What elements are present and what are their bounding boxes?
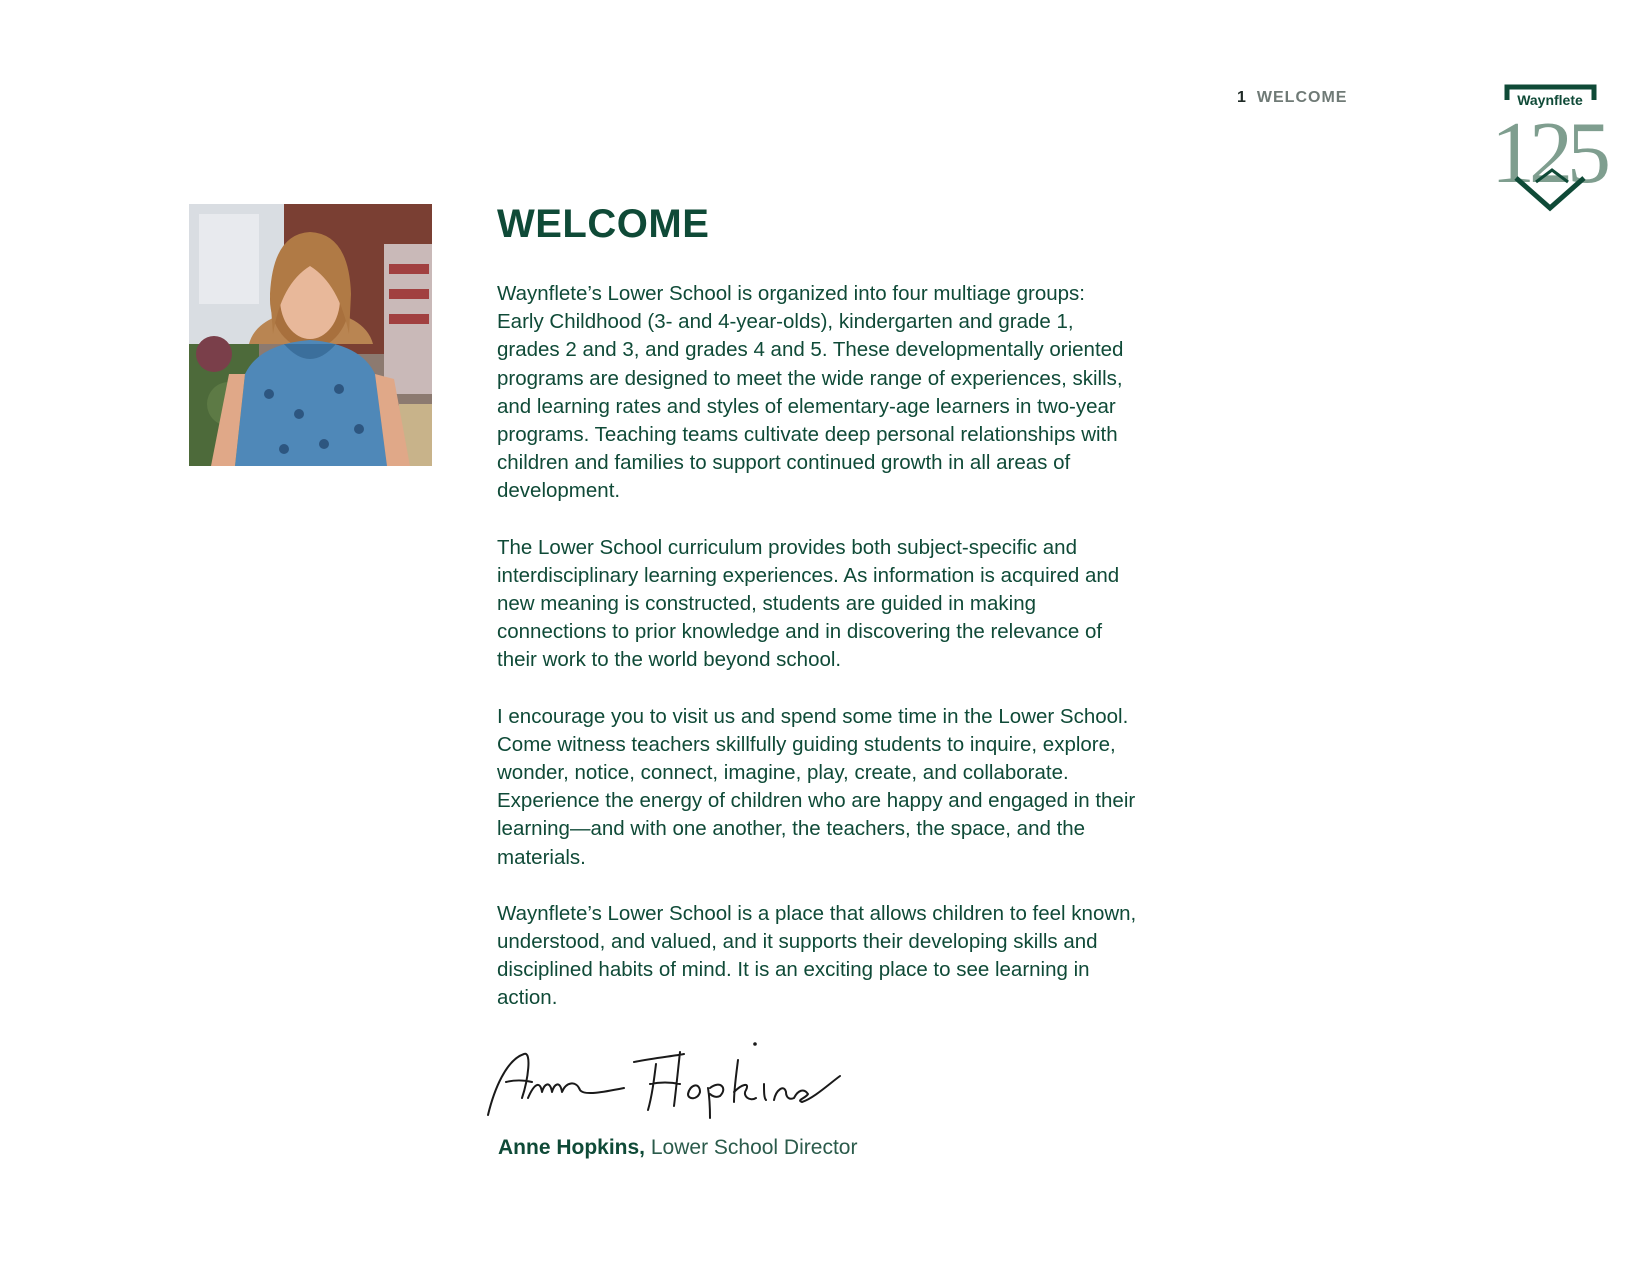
paragraph-1: Waynflete’s Lower School is organized into four multiage groups: Early Childhood (3- and 4-year-olds), kindergarten and grade 1, grades 2 and 3, and grades 4 and 5. These developmentally oriented programs are designed to meet the wide range of experiences, skills, and learning rates and styles of elementary-age learners in two-year programs. Teaching teams cultivate deep personal relationships with children and families to support continued growth in all areas of development. [497, 282, 1124, 503]
portrait-photo [189, 204, 432, 466]
welcome-letter [497, 200, 1137, 1041]
waynflete-125-logo [1480, 80, 1616, 216]
paragraph-4: Waynflete’s Lower School is a place that allows children to feel known, understood, and valued, and it supports their developing skills and disciplined habits of mind. It is an exciting place to see learning in action. [497, 901, 1137, 1010]
running-header [1237, 89, 1347, 107]
signature-line [498, 1136, 857, 1160]
page-title: WELCOME [497, 202, 710, 246]
logo-anniversary-number: 125 [1491, 105, 1605, 202]
section-label: WELCOME [1256, 89, 1348, 106]
paragraph-2: The Lower School curriculum provides both subject-specific and interdisciplinary learning experiences. As information is acquired and new meaning is constructed, students are guided in making connections to prior knowledge and in discovering the relevance of their work to the world beyond school. [497, 535, 1120, 672]
portrait-illustration [189, 204, 432, 466]
page-number: 1 [1237, 89, 1247, 106]
paragraph-3: I encourage you to visit us and spend some time in the Lower School. Come witness teachers skillfully guiding students to inquire, explore, wonder, notice, connect, imagine, play, create, and collaborate. Experience the energy of children who are happy and engaged in their learning—and with one another, the teachers, the space, and the materials. [497, 704, 1136, 869]
handwritten-signature [484, 1040, 844, 1120]
signer-role: Lower School Director [650, 1136, 858, 1159]
signer-name: Anne Hopkins, [498, 1136, 646, 1159]
logo-school-name: Waynflete [1517, 92, 1583, 108]
